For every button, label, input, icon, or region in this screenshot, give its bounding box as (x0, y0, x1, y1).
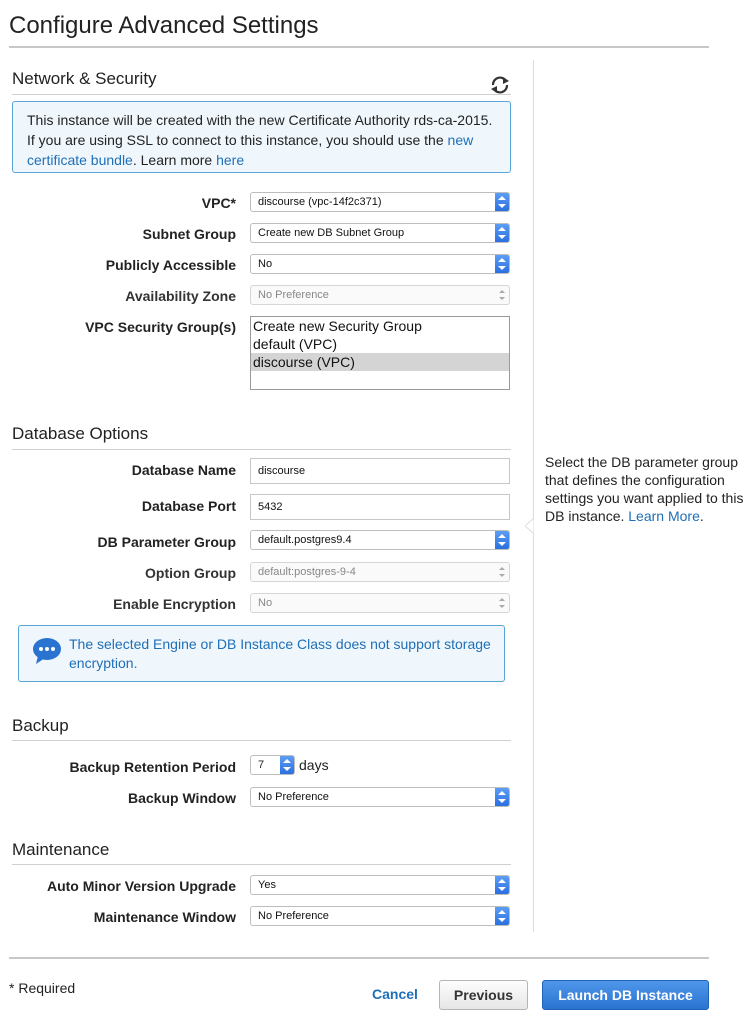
security-groups-listbox[interactable] (250, 316, 510, 390)
database-port-input[interactable]: 5432 (250, 494, 510, 520)
parameter-group-value: default.postgres9.4 (258, 534, 352, 546)
subnet-group-select[interactable] (250, 223, 510, 243)
auto-minor-select[interactable] (250, 875, 510, 895)
retention-select[interactable] (250, 755, 295, 775)
select-arrows-icon (495, 563, 509, 581)
section-rule-maintenance (12, 864, 511, 865)
section-title-database: Database Options (12, 424, 149, 443)
required-note: * Required (9, 980, 76, 996)
maintenance-window-value: No Preference (258, 910, 329, 922)
maintenance-window-label: Maintenance Window (93, 909, 236, 925)
parameter-group-select[interactable] (250, 530, 510, 550)
encryption-info-box (18, 625, 505, 682)
select-arrows-icon (495, 531, 509, 549)
option-group-select[interactable] (250, 562, 510, 582)
page-title: Configure Advanced Settings (9, 12, 319, 39)
select-arrows-icon (495, 255, 509, 273)
auto-minor-value: Yes (258, 879, 276, 891)
parameter-group-label: DB Parameter Group (97, 534, 236, 550)
select-arrows-icon (495, 286, 509, 304)
help-pointer (525, 518, 541, 534)
section-title-network: Network & Security (12, 69, 157, 88)
availability-zone-label: Availability Zone (125, 288, 236, 304)
select-arrows-icon (495, 224, 509, 242)
security-groups-label: VPC Security Group(s) (85, 319, 236, 335)
section-rule-network (12, 94, 511, 95)
certificate-info-box (12, 101, 511, 173)
auto-minor-label: Auto Minor Version Upgrade (46, 878, 236, 894)
encryption-value: No (258, 597, 273, 609)
section-rule-database (12, 449, 511, 450)
retention-value: 7 (258, 759, 265, 771)
retention-unit: days (299, 757, 329, 773)
section-title-backup: Backup (12, 716, 69, 735)
encryption-select[interactable] (250, 593, 510, 613)
chat-bubble-icon (32, 637, 62, 665)
encryption-info-text: The selected Engine or DB Instance Class does not support storage encryption. (69, 636, 491, 671)
select-arrows-icon (495, 876, 509, 894)
availability-zone-value: No Preference (258, 289, 329, 301)
option-group-value: default:postgres-9-4 (258, 566, 356, 578)
database-port-label: Database Port (141, 498, 236, 514)
section-rule-backup (12, 740, 511, 741)
select-arrows-icon (495, 193, 509, 211)
help-column-divider (533, 60, 534, 932)
title-divider (9, 46, 709, 48)
vpc-select[interactable] (250, 192, 510, 212)
previous-button[interactable]: Previous (439, 980, 528, 1010)
select-arrows-icon (280, 756, 294, 774)
vpc-label: VPC* (201, 195, 236, 211)
cancel-button[interactable]: Cancel (364, 983, 426, 1005)
encryption-label: Enable Encryption (113, 596, 236, 612)
publicly-accessible-label: Publicly Accessible (105, 257, 236, 273)
maintenance-window-select[interactable] (250, 906, 510, 926)
learn-more-text: . Learn more (132, 152, 217, 168)
option-group-label: Option Group (145, 565, 236, 581)
select-arrows-icon (495, 594, 509, 612)
certificate-bundle-link[interactable]: new certificate bundle (27, 132, 474, 168)
help-learn-more-link[interactable]: Learn More (628, 508, 700, 524)
retention-label: Backup Retention Period (69, 759, 236, 775)
backup-window-label: Backup Window (128, 790, 236, 806)
subnet-group-label: Subnet Group (142, 226, 236, 242)
security-group-option-selected[interactable]: discourse (VPC) (251, 353, 509, 371)
help-suffix: . (699, 508, 704, 524)
subnet-group-value: Create new DB Subnet Group (258, 227, 405, 239)
database-name-label: Database Name (131, 462, 236, 478)
select-arrows-icon (495, 907, 509, 925)
availability-zone-select[interactable] (250, 285, 510, 305)
publicly-accessible-select[interactable] (250, 254, 510, 274)
security-group-option[interactable]: Create new Security Group (253, 318, 422, 334)
launch-db-instance-button[interactable]: Launch DB Instance (542, 980, 709, 1010)
certificate-info-text: This instance will be created with the new Certificate Authority rds-ca-2015. If you are using SSL to connect to this instance, you should use the (27, 112, 493, 148)
database-name-input[interactable]: discourse (250, 458, 510, 484)
parameter-group-help (545, 453, 745, 525)
help-text: Select the DB parameter group that defines the configuration settings you want applied to this DB instance. (545, 454, 744, 524)
vpc-select-value: discourse (vpc-14f2c371) (258, 196, 382, 208)
select-arrows-icon (495, 788, 509, 806)
section-title-maintenance: Maintenance (12, 840, 110, 859)
footer-divider (9, 957, 709, 959)
security-group-option[interactable]: default (VPC) (253, 336, 338, 352)
publicly-accessible-value: No (258, 258, 273, 270)
certificate-learn-more-link[interactable]: here (216, 152, 245, 168)
refresh-icon[interactable] (489, 74, 511, 96)
backup-window-select[interactable] (250, 787, 510, 807)
backup-window-value: No Preference (258, 791, 329, 803)
